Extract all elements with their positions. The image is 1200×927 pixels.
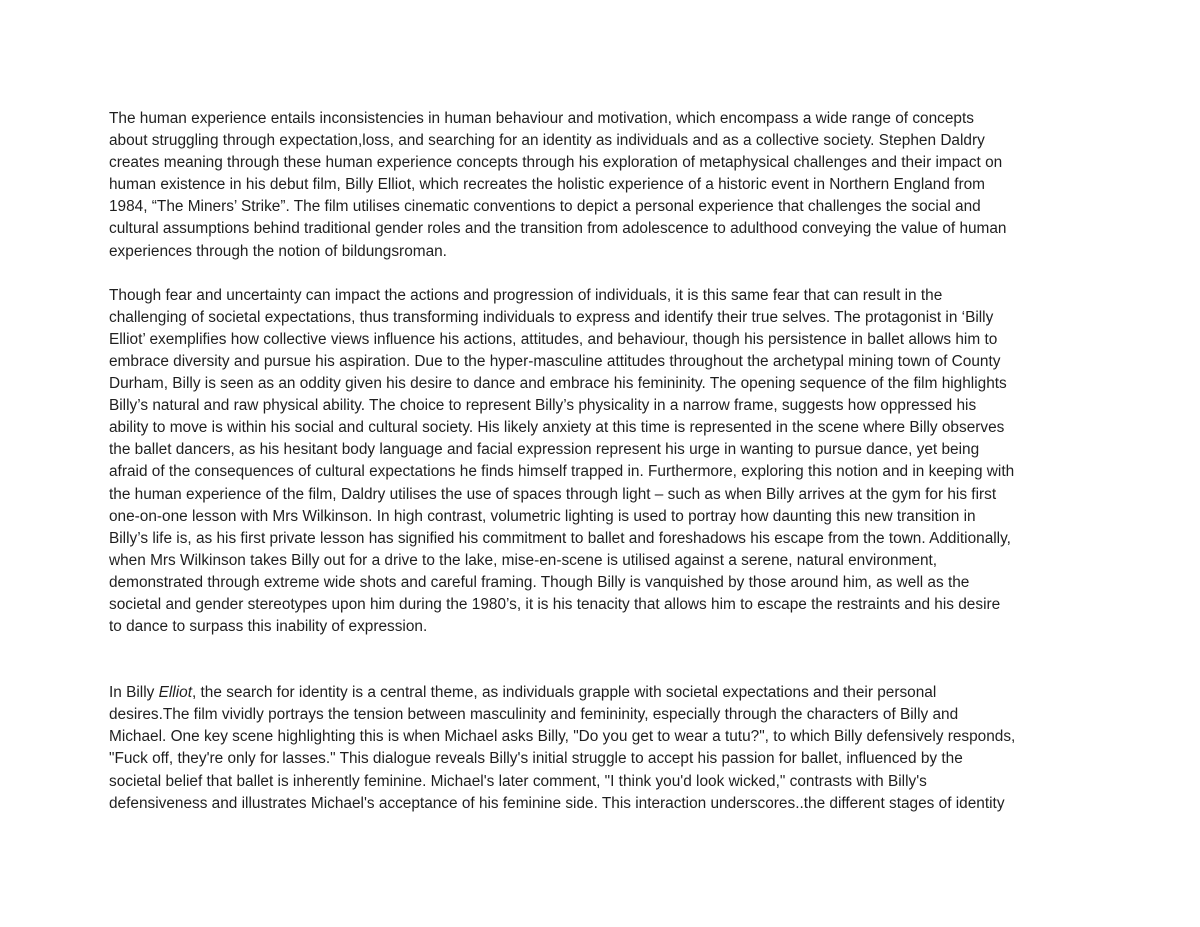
text-line: The human experience entails inconsistencies in human behaviour and motivation, which encompass a wide range of concepts	[109, 110, 974, 127]
text-line: about struggling through expectation,loss, and searching for an identity as individuals and as a collective society. Stephen Daldry	[109, 132, 985, 150]
text-line	[109, 682, 1099, 704]
paragraph-identity	[109, 682, 1099, 815]
italic-film-title: Elliot	[158, 684, 192, 702]
text-line: the human experience of the film, Daldry utilises the use of spaces through light – such as when Billy arrives at the gym for his first	[109, 485, 997, 503]
text-line: demonstrated through extreme wide shots and careful framing. Though Billy is vanquished by those around him, as well as the	[109, 573, 970, 591]
text-line: human existence in his debut film, Billy Elliot, which recreates the holistic experience of a historic event in Northern England from	[109, 176, 985, 194]
text-run: , the search for identity is a central theme, as individuals grapple with societal expectations and their personal	[191, 684, 937, 702]
text-line: "Fuck off, they're only for lasses." This dialogue reveals Billy's initial struggle to accept his passion for ballet, influenced by the	[109, 750, 963, 768]
paragraph-body	[109, 285, 1099, 639]
text-line: afraid of the consequences of cultural expectations he finds himself trapped in. Furthermore, exploring this notion and in keeping with	[109, 463, 1015, 481]
text-line: creates meaning through these human experience concepts through his exploration of metaphysical challenges and their impact on	[109, 154, 1003, 172]
text-line: one-on-one lesson with Mrs Wilkinson. In high contrast, volumetric lighting is used to portray how daunting this new transition in	[109, 507, 976, 525]
text-line: the ballet dancers, as his hesitant body language and facial expression represent his urge in wanting to pursue dance, yet being	[109, 441, 980, 459]
text-line: experiences through the notion of bildungsroman.	[109, 242, 447, 260]
text-run: In Billy	[109, 684, 159, 702]
text-line: Though fear and uncertainty can impact the actions and progression of individuals, it is this same fear that can result in the	[109, 286, 943, 304]
text-line: societal and gender stereotypes upon him during the 1980’s, it is his tenacity that allows him to escape the restraints and his desire	[109, 595, 1001, 613]
text-line: ability to move is within his social and cultural society. His likely anxiety at this time is represented in the scene where Billy observes	[109, 419, 1005, 437]
text-line: desires.The film vividly portrays the tension between masculinity and femininity, especially through the characters of Billy and	[109, 706, 959, 724]
text-line: when Mrs Wilkinson takes Billy out for a drive to the lake, mise-en-scene is utilised against a serene, natural environment,	[109, 551, 938, 569]
text-line: cultural assumptions behind traditional gender roles and the transition from adolescence to adulthood conveying the value of human	[109, 220, 1007, 238]
paragraph-spacer	[109, 263, 1099, 285]
text-line: societal belief that ballet is inherently feminine. Michael's later comment, "I think you'd look wicked," contrasts with Billy's	[109, 772, 927, 790]
paragraph-spacer	[109, 638, 1099, 682]
text-line: challenging of societal expectations, thus transforming individuals to express and identify their true selves. The protagonist in ‘Billy	[109, 308, 994, 326]
paragraph-introduction	[109, 108, 1099, 263]
text-line: Billy’s natural and raw physical ability. The choice to represent Billy’s physicality in a narrow frame, suggests how oppressed his	[109, 397, 977, 415]
text-line: defensiveness and illustrates Michael's acceptance of his feminine side. This interaction underscores..the different stages of identity	[109, 794, 1005, 812]
text-line: embrace diversity and pursue his aspiration. Due to the hyper-masculine attitudes throughout the archetypal mining town of County	[109, 352, 1001, 370]
text-line: 1984, “The Miners’ Strike”. The film utilises cinematic conventions to depict a personal experience that challenges the social and	[109, 198, 981, 216]
text-line: Elliot’ exemplifies how collective views influence his actions, attitudes, and behaviour, though his persistence in ballet allows him to	[109, 330, 998, 348]
text-line: Billy’s life is, as his first private lesson has signified his commitment to ballet and foreshadows his escape from the town. Additionally,	[109, 529, 1011, 547]
essay-body	[109, 108, 1099, 815]
text-line: to dance to surpass this inability of expression.	[109, 618, 428, 636]
text-line: Durham, Billy is seen as an oddity given his desire to dance and embrace his femininity. The opening sequence of the film highlights	[109, 375, 1007, 393]
text-line: Michael. One key scene highlighting this is when Michael asks Billy, "Do you get to wear a tutu?", to which Billy defensively responds,	[109, 728, 1016, 746]
